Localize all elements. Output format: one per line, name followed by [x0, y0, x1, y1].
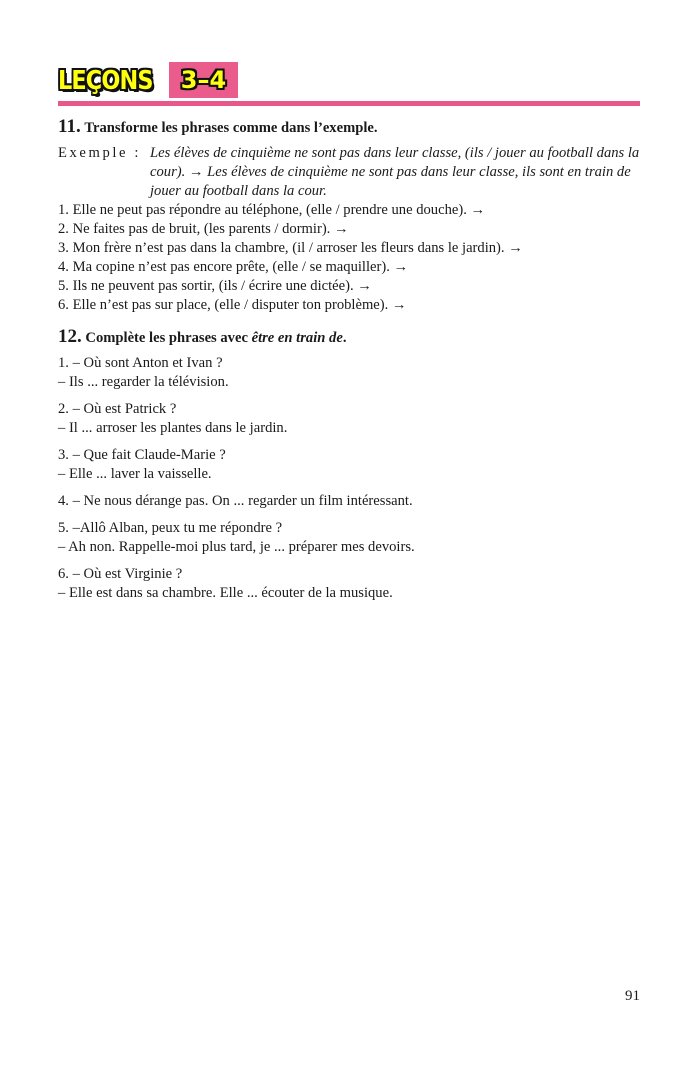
dialog-question: 4. – Ne nous dérange pas. On ... regarder un film intéressant. — [58, 493, 413, 509]
dialog-answer: – Il ... arroser les plantes dans le jardin. — [58, 420, 288, 436]
dialog-item — [58, 492, 640, 511]
instruction-emphasis: être en train de — [251, 330, 343, 346]
exercise-12-title — [58, 327, 640, 348]
exercise-11-example — [58, 144, 640, 201]
exercise-11-item: 5. Ils ne peuvent pas sortir, (ils / écrire une dictée). → — [58, 278, 372, 294]
exercise-11-title — [58, 117, 640, 138]
exercise-12-instruction: Complète les phrases avec être en train de. — [85, 330, 347, 346]
page-number: 91 — [625, 988, 640, 1004]
exercise-11-item: 1. Elle ne peut pas répondre au téléphone, (elle / prendre une douche). → — [58, 202, 486, 218]
example-text: Les élèves de cinquième ne sont pas dans leur classe, (ils / jouer au football dans la cour). → Les élèves de cinquième ne sont pas dans leur classe, ils sont en train de jouer au football dans la cour. — [150, 145, 640, 199]
dialog-item — [58, 446, 640, 484]
dialog-item — [58, 565, 640, 603]
exercise-11-item: 3. Mon frère n’est pas dans la chambre, (il / arroser les fleurs dans le jardin). → — [58, 240, 523, 256]
dialog-question: 6. – Où est Virginie ? — [58, 566, 183, 582]
lesson-number: 3–4 — [180, 66, 227, 94]
exercise-11-item: 2. Ne faites pas de bruit, (les parents / dormir). → — [58, 221, 349, 237]
example-label: Exemple : — [58, 145, 141, 161]
dialog-answer: – Elle ... laver la vaisselle. — [58, 466, 212, 482]
lesson-title: LEÇONS — [58, 66, 153, 96]
page-content — [58, 117, 640, 611]
dialog-item — [58, 354, 640, 392]
exercise-11-item: 4. Ma copine n’est pas encore prête, (elle / se maquiller). → — [58, 259, 409, 275]
dialog-item — [58, 400, 640, 438]
dialog-question: 3. – Que fait Claude-Marie ? — [58, 447, 226, 463]
dialog-question: 5. –Allô Alban, peux tu me répondre ? — [58, 520, 283, 536]
exercise-11-instruction: Transforme les phrases comme dans l’exemple. — [84, 120, 378, 136]
exercise-11-number: 11. — [58, 116, 81, 137]
dialog-question: 1. – Où sont Anton et Ivan ? — [58, 355, 223, 371]
lesson-number-badge — [169, 62, 238, 98]
dialog-answer: – Ah non. Rappelle-moi plus tard, je ... préparer mes devoirs. — [58, 539, 415, 555]
dialog-answer: – Elle est dans sa chambre. Elle ... écouter de la musique. — [58, 585, 393, 601]
dialog-question: 2. – Où est Patrick ? — [58, 401, 177, 417]
exercise-12-number: 12. — [58, 326, 82, 347]
header-divider — [58, 101, 640, 106]
exercise-11-item: 6. Elle n’est pas sur place, (elle / disputer ton problème). → — [58, 297, 407, 313]
dialog-answer: – Ils ... regarder la télévision. — [58, 374, 229, 390]
dialog-item — [58, 519, 640, 557]
